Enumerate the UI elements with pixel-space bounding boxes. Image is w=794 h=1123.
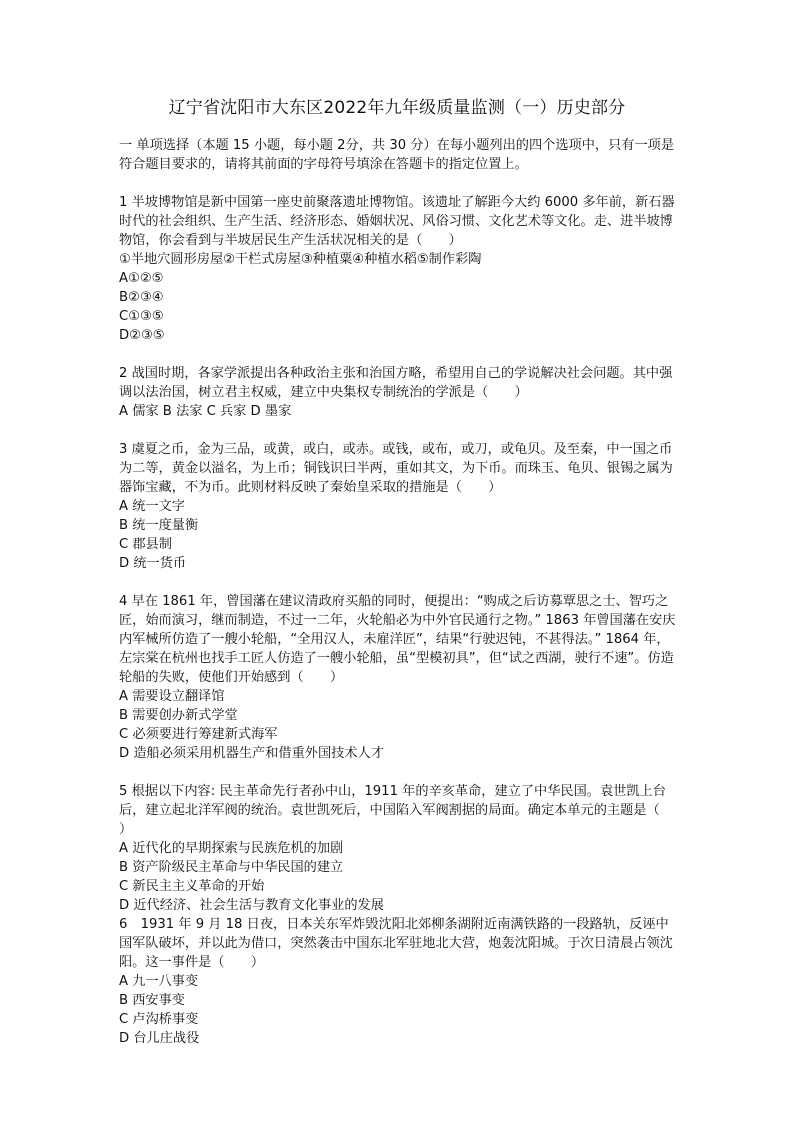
answer-option: A 九一八事变 [119, 974, 199, 989]
question-1 [119, 193, 677, 345]
question-stem: 5 根据以下内容: 民主革命先行者孙中山，1911 年的辛亥革命，建立了中华民国。袁世凯上台后，建立起北洋军阀的统治。袁世凯死后，中国陷入军阀割据的局面。确定本单元的主题是（ ） [119, 784, 687, 837]
answer-option: C 卢沟桥事变 [119, 1012, 199, 1027]
question-4 [119, 592, 677, 763]
answer-option: C 必须要进行筹建新式海军 [119, 727, 278, 742]
answer-option: B 西安事变 [119, 993, 185, 1008]
answer-option: D 台儿庄战役 [119, 1031, 200, 1046]
answer-option: C 新民主主义革命的开始 [119, 879, 265, 894]
answer-option: D 造船必须采用机器生产和借重外国技术人才 [119, 746, 384, 761]
question-6 [119, 915, 677, 1048]
answer-option: A 统一文字 [119, 499, 185, 514]
question-stem: 3 虞夏之币，金为三品，或黄，或白，或赤。或钱，或布，或刀，或龟贝。及至秦，中一国之币为二等，黄金以溢名，为上币；铜钱识曰半两，重如其文，为下币。而珠玉、龟贝、银锡之属为器饰宝藏，不为币。此则材料反映了秦始皇采取的措施是（ ） [119, 442, 673, 495]
answer-option: D②③⑤ [119, 328, 165, 343]
answer-option: C①③⑤ [119, 309, 164, 324]
answer-option: B 资产阶级民主革命与中华民国的建立 [119, 860, 344, 875]
answer-option: C 郡县制 [119, 537, 172, 552]
answer-option: D 统一货币 [119, 556, 187, 571]
answer-option: A①②⑤ [119, 271, 164, 286]
answer-option: A 儒家 B 法家 C 兵家 D 墨家 [119, 404, 292, 419]
question-body [119, 136, 687, 1048]
answer-option: A 需要设立翻译馆 [119, 689, 225, 704]
answer-option: B 统一度量衡 [119, 518, 199, 533]
section-instructions: 一 单项选择（本题 15 小题，每小题 2分，共 30 分）在每小题列出的四个选项中，只有一项是符合题目要求的，请将其前面的字母符号填涂在答题卡的指定位置上。 [119, 138, 675, 172]
answer-option: B 需要创办新式学堂 [119, 708, 238, 723]
question-3 [119, 440, 677, 573]
question-5 [119, 782, 687, 915]
question-stem: 6 1931 年 9 月 18 日夜，日本关东军炸毁沈阳北郊柳条湖附近南满铁路的一段路轨，反诬中国军队破坏，并以此为借口，突然袭击中国东北军驻地北大营，炮轰沈阳城。于次日清晨占领沈阳。这一事件是（ ） [119, 917, 673, 970]
answer-option: D 近代经济、社会生活与教育文化事业的发展 [119, 898, 384, 913]
question-stem: 4 早在 1861 年，曾国藩在建议清政府买船的同时，便提出：“购成之后访募覃思之士、智巧之匠，始而演习，继而制造，不过一二年，火轮船必为中外官民通行之物。” 1863 年曾国藩在安庆内军械所仿造了一艘小轮船，“全用汉人，未雇洋匠”，结果“行驶迟钝，不甚得法。” 1864 年，左宗棠在杭州也找手工匠人仿造了一艘小轮船，虽“型模初具”，但“试之西湖，驶行不速”。仿造轮船的失败，使他们开始感到（ ） [119, 594, 676, 685]
question-extra-line: ①半地穴圆形房屋②干栏式房屋③种植粟④种植水稻⑤制作彩陶 [119, 252, 482, 267]
answer-option: B②③④ [119, 290, 164, 305]
answer-option: A 近代化的早期探索与民族危机的加剧 [119, 841, 344, 856]
question-stem: 2 战国时期，各家学派提出各种政治主张和治国方略，希望用自己的学说解决社会问题。其中强调以法治国，树立君主权威，建立中央集权专制统治的学派是（ ） [119, 366, 673, 400]
question-2 [119, 364, 677, 421]
question-stem: 1 半坡博物馆是新中国第一座史前聚落遗址博物馆。该遗址了解距今大约 6000 多年前，新石器时代的社会组织、生产生活、经济形态、婚姻状况、风俗习惯、文化艺术等文化。走、进半坡博物馆，你会看到与半坡居民生产生活状况相关的是（ ） [119, 195, 675, 248]
page-title: 辽宁省沈阳市大东区2022年九年级质量监测（一）历史部分 [168, 98, 626, 118]
